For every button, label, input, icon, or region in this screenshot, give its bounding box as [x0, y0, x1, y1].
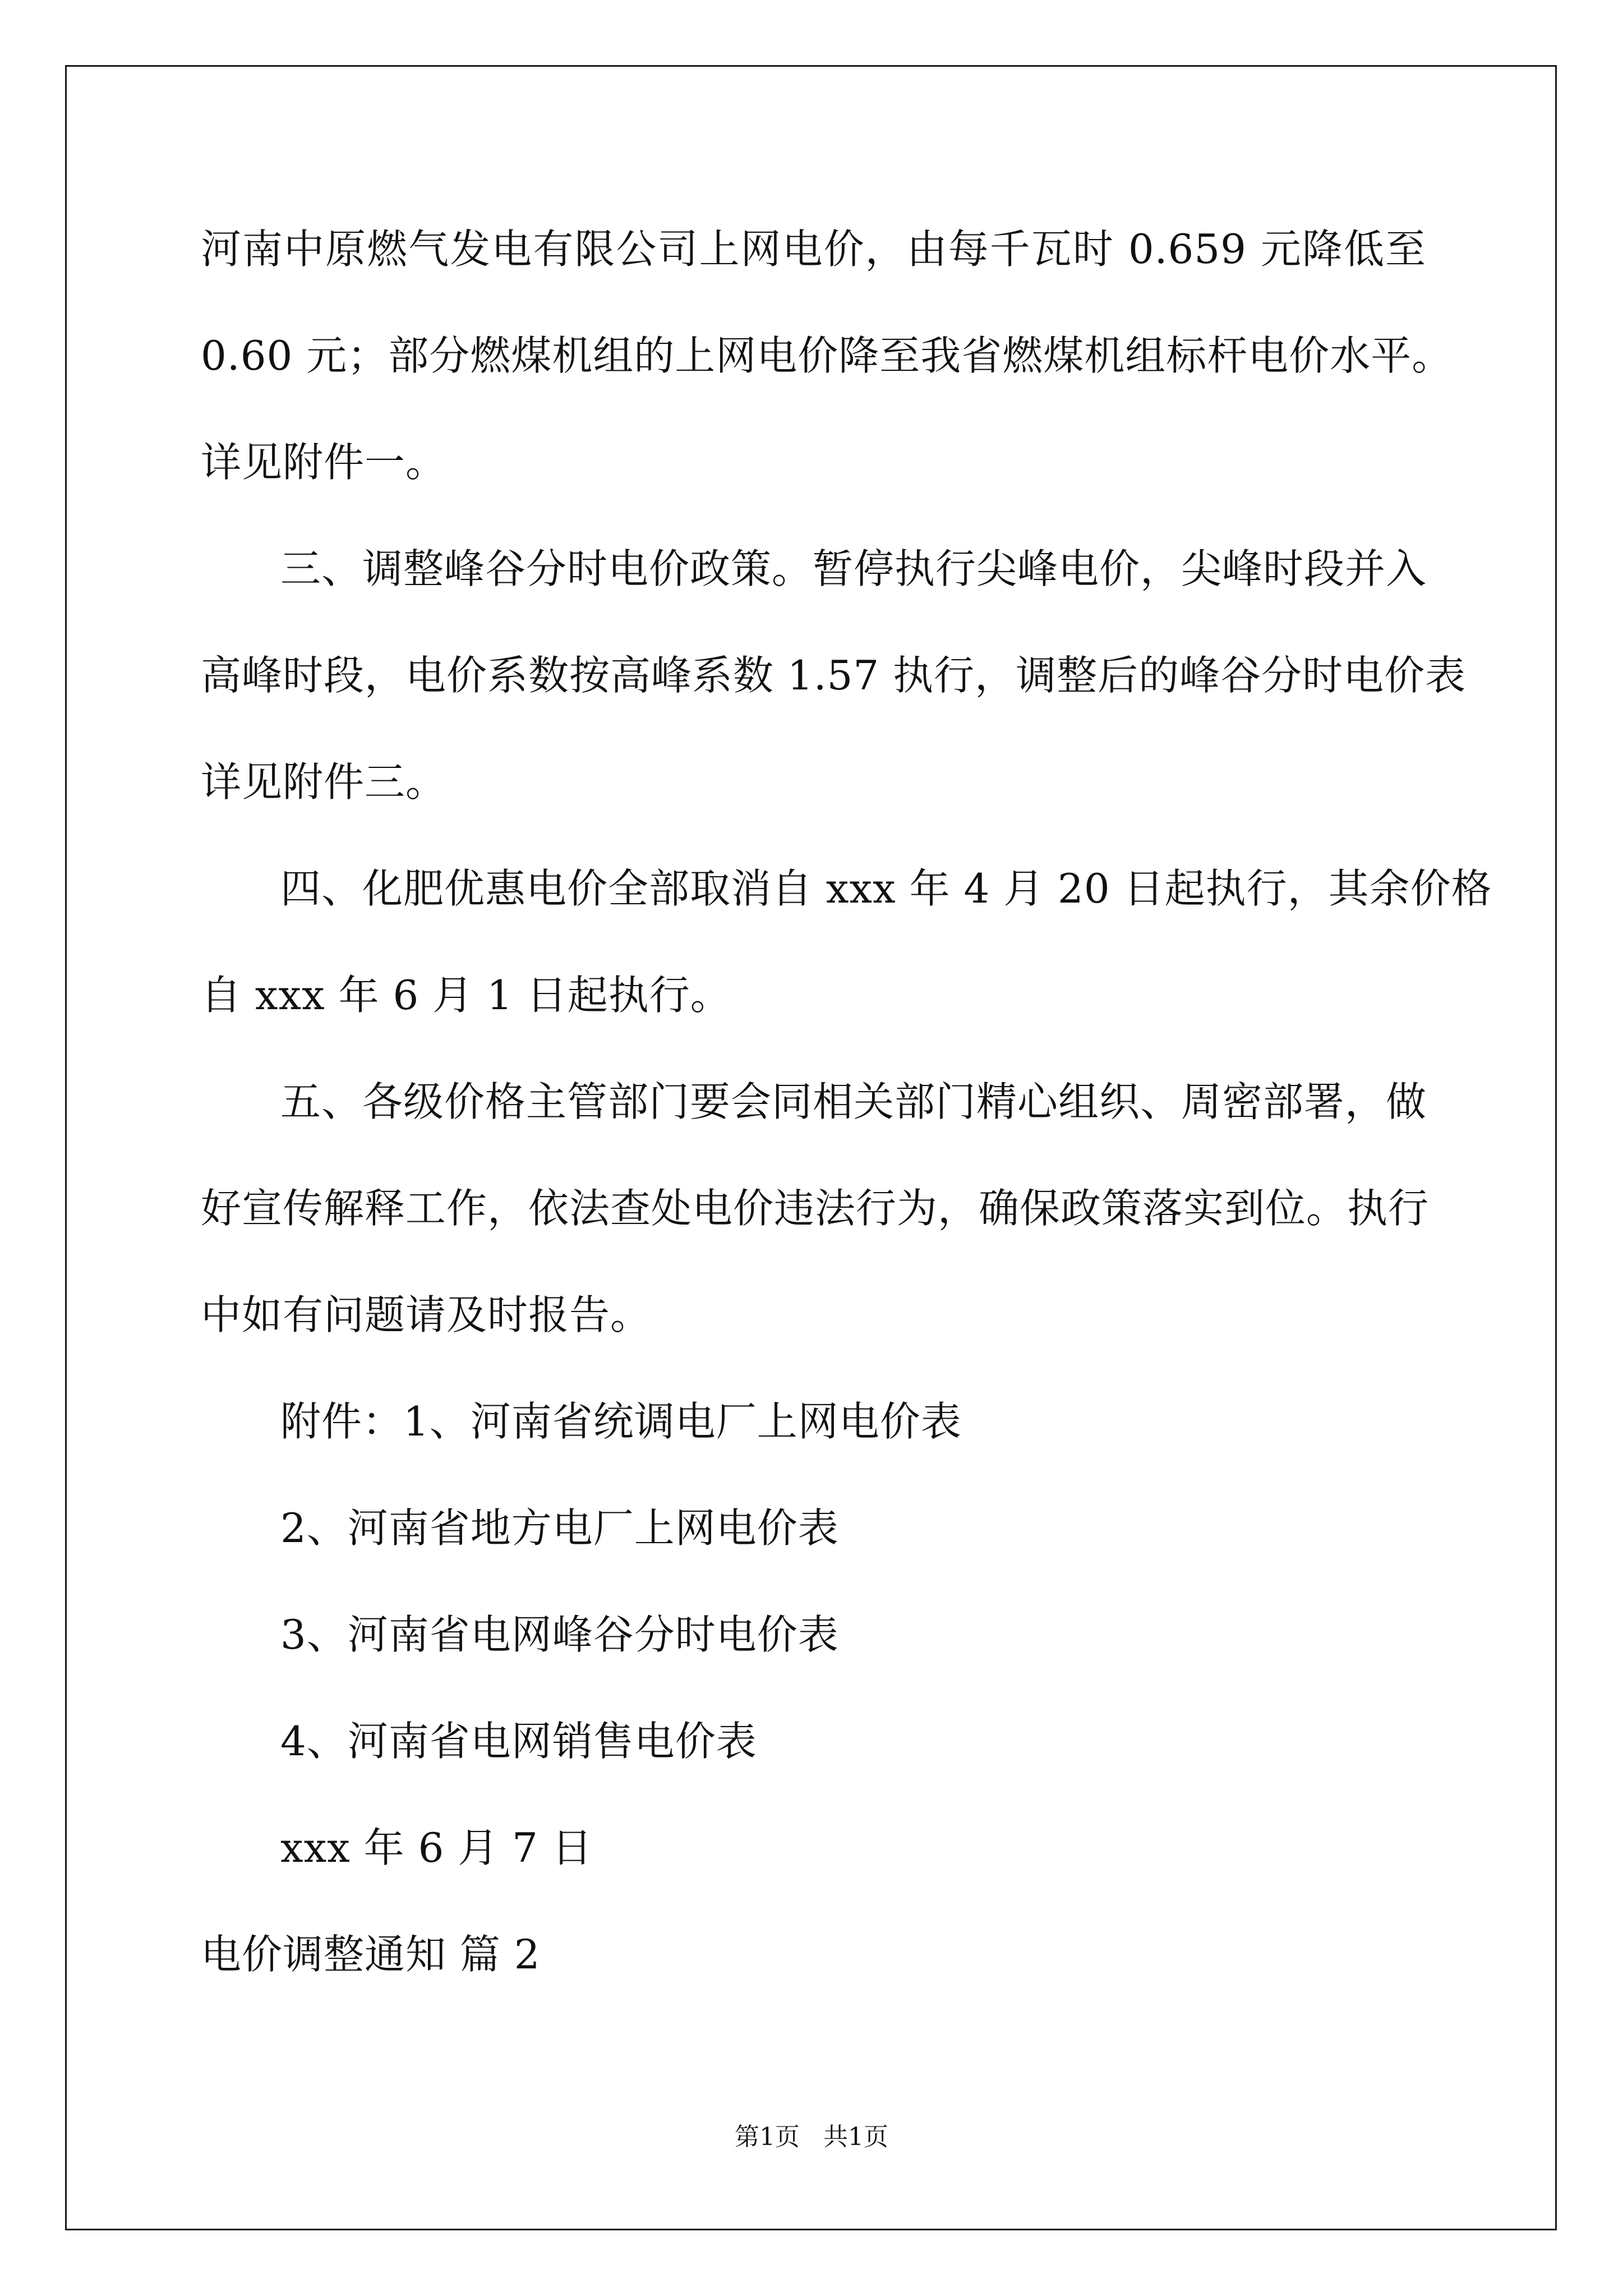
attachment-4: 4、河南省电网销售电价表 — [280, 1718, 757, 1765]
page-footer: 第1页 共1页 — [735, 2123, 888, 2151]
section-five-line-3: 中如有问题请及时报告。 — [201, 1291, 652, 1338]
attachment-3: 3、河南省电网峰谷分时电价表 — [280, 1611, 839, 1658]
page-border — [65, 65, 1557, 2230]
section-three-line-2: 高峰时段，电价系数按高峰系数 1.57 执行，调整后的峰谷分时电价表 — [201, 652, 1467, 699]
attachment-2: 2、河南省地方电厂上网电价表 — [280, 1504, 839, 1552]
attachment-1: 附件：1、河南省统调电厂上网电价表 — [280, 1398, 962, 1445]
body-line-3: 详见附件一。 — [201, 439, 447, 486]
body-line-1: 河南中原燃气发电有限公司上网电价，由每千瓦时 0.659 元降低至 — [201, 226, 1426, 273]
section-four-line-1: 四、化肥优惠电价全部取消自 xxx 年 4 月 20 日起执行，其余价格 — [280, 865, 1492, 912]
section-three-line-3: 详见附件三。 — [201, 758, 447, 806]
body-line-2: 0.60 元；部分燃煤机组的上网电价降至我省燃煤机组标杆电价水平。 — [201, 332, 1453, 379]
section-five-line-2: 好宣传解释工作，依法查处电价违法行为，确保政策落实到位。执行 — [201, 1185, 1430, 1232]
section-three-line-1: 三、调整峰谷分时电价政策。暂停执行尖峰电价，尖峰时段并入 — [280, 545, 1427, 592]
document-date: xxx 年 6 月 7 日 — [280, 1824, 593, 1871]
section-heading: 电价调整通知 篇 2 — [201, 1931, 541, 1978]
section-four-line-2: 自 xxx 年 6 月 1 日起执行。 — [201, 972, 731, 1019]
section-five-line-1: 五、各级价格主管部门要会同相关部门精心组织、周密部署，做 — [280, 1078, 1427, 1125]
